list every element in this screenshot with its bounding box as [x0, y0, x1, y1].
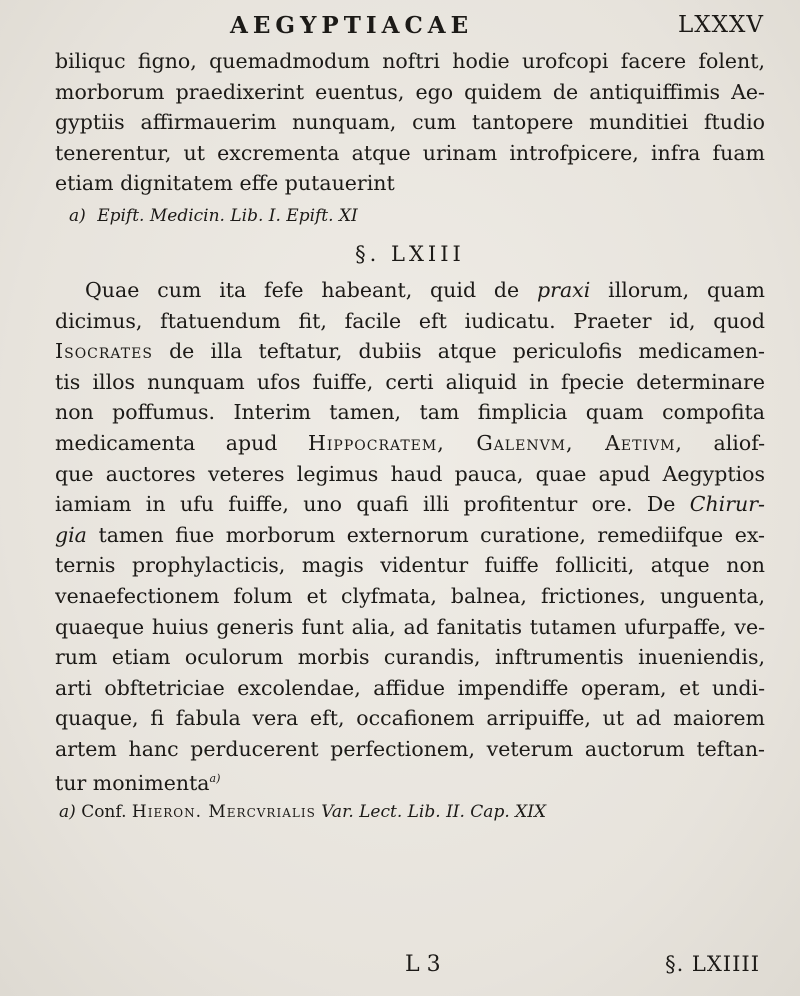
text-line: gyptiis affirmauerim nunquam, cum tantopere munditiei ftudio	[55, 110, 765, 135]
text-line: tenerentur, ut excrementa atque urinam introfpicere, infra fuam	[55, 140, 765, 165]
italic-term: gia	[55, 522, 87, 547]
text-line: ternis prophylacticis, magis videntur fuiffe folliciti, atque non	[55, 553, 765, 578]
footnote-text: Conf.	[81, 802, 127, 823]
text-span: iamiam in ufu fuiffe, uno quafi illi profitentur ore. De	[55, 492, 676, 517]
footnote-mark: a)	[69, 205, 86, 226]
running-title: AEGYPTIACAE	[230, 12, 474, 39]
signature-mark: L 3	[405, 952, 441, 977]
text-line: quaque, fi fabula vera eft, occafionem arripuiffe, ut ad maiorem	[55, 706, 765, 731]
text-span: medicamenta apud	[55, 430, 278, 455]
text-line: rum etiam oculorum morbis curandis, inftrumentis inueniendis,	[55, 645, 765, 670]
author-names: Hieron. Mercvrialis	[131, 802, 316, 823]
text-span: illorum, quam	[608, 277, 765, 302]
footnote-mark: a)	[59, 802, 76, 823]
italic-term: praxi	[537, 277, 591, 302]
footnote-text: Epift. Medicin. Lib. I. Epift. XI	[97, 205, 358, 226]
text-line	[55, 428, 765, 459]
text-line: que auctores veteres legimus haud pauca, quae apud Aegyptios	[55, 461, 765, 486]
author-name: Isocrates	[55, 339, 153, 364]
text-line	[55, 489, 765, 520]
text-span: Quae cum ita fefe habeant, quid de	[85, 277, 520, 302]
text-line: tis illos nunquam ufos fuiffe, certi aliquid in fpecie determinare	[55, 369, 765, 394]
text-span: tur monimenta	[55, 771, 210, 796]
page-header	[0, 8, 800, 42]
catchword: §. LXIIII	[665, 952, 760, 976]
text-line	[55, 764, 765, 795]
text-line: morborum praedixerint euentus, ego quidem de antiquiffimis Ae-	[55, 79, 765, 104]
text-line	[55, 336, 765, 367]
text-span: aliof-	[713, 430, 765, 455]
page-footer	[0, 950, 800, 986]
text-line: artem hanc perducerent perfectionem, veterum auctorum teftan-	[55, 736, 765, 761]
text-span: tamen fiue morborum externorum curatione, remediifque ex-	[98, 522, 765, 547]
footnote-a	[55, 199, 765, 233]
footnote-b	[55, 795, 765, 829]
text-line: quaeque huius generis funt alia, ad fanitatis tutamen ufurpaffe, ve-	[55, 614, 765, 639]
text-line: arti obftetriciae excolendae, affidue impendiffe operam, et undi-	[55, 675, 765, 700]
text-line: non poffumus. Interim tamen, tam fimplicia quam compofita	[55, 400, 765, 425]
author-names: Hippocratem, Galenvm, Aetivm,	[308, 430, 683, 455]
main-text	[55, 46, 765, 829]
text-line	[55, 275, 765, 306]
text-line	[55, 520, 765, 551]
text-line: venaefectionem folum et clyfmata, balnea, frictiones, unguenta,	[55, 583, 765, 608]
section-heading: §. LXIII	[355, 241, 465, 266]
text-line: dicimus, ftatuendum fit, facile eft iudicatu. Praeter id, quod	[55, 308, 765, 333]
text-line: etiam dignitatem effe putauerint	[55, 171, 395, 196]
citation: Var. Lect. Lib. II. Cap. XIX	[321, 802, 547, 823]
footnote-reference: a)	[209, 772, 221, 786]
page-number: LXXXV	[677, 12, 764, 38]
italic-term: Chirur-	[689, 492, 765, 517]
text-line: biliquc figno, quemadmodum noftri hodie urofcopi facere folent,	[55, 49, 765, 73]
text-span: de illa teftatur, dubiis atque periculofis medicamen-	[169, 339, 765, 364]
